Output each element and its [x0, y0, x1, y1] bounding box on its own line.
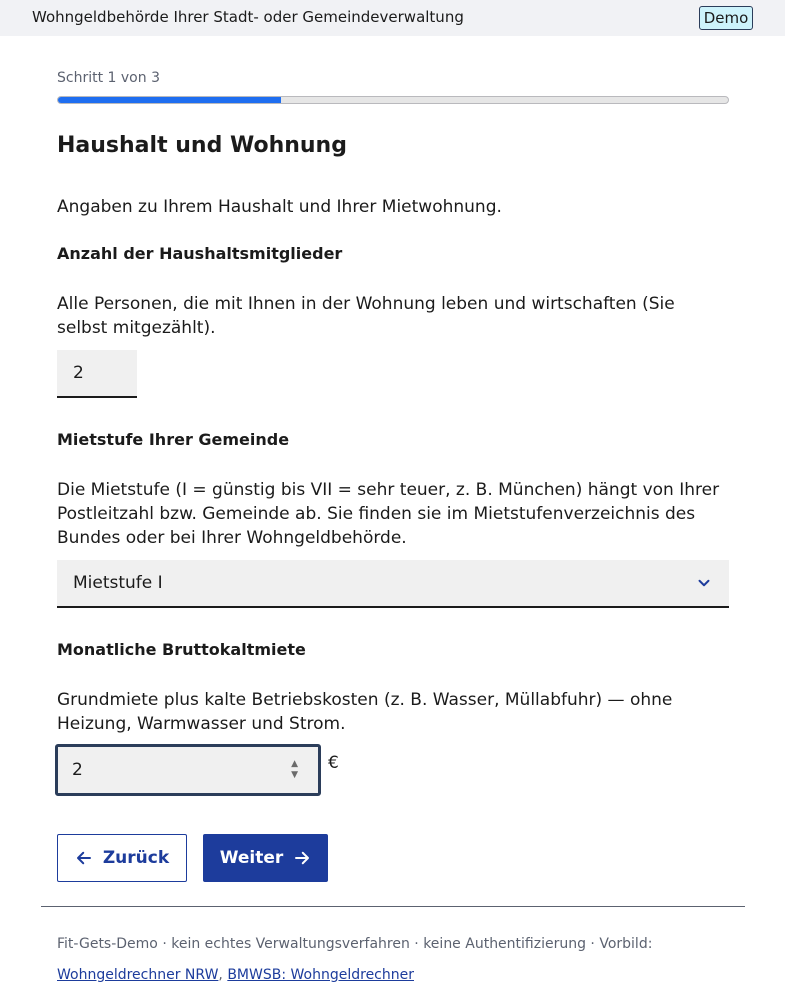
rent-level-label: Mietstufe Ihrer Gemeinde — [57, 430, 290, 449]
rent-level-selected: Mietstufe I — [73, 573, 163, 593]
spinner-down-icon[interactable]: ▼ — [291, 770, 298, 780]
spinner-up-icon[interactable]: ▲ — [291, 759, 298, 769]
rent-amount-input[interactable] — [55, 744, 321, 796]
back-button-label: Zurück — [102, 848, 170, 868]
footer-divider — [41, 906, 745, 907]
arrow-left-icon — [75, 849, 93, 867]
page-intro: Angaben zu Ihrem Haushalt und Ihrer Mietwohnung. — [57, 197, 502, 217]
rent-hint: Grundmiete plus kalte Betriebskosten (z. B. Wasser, Müllabfuhr) — ohne Heizung, Warmwasser und Strom. — [57, 690, 673, 734]
next-button[interactable] — [203, 834, 328, 882]
rent-amount-value: 2 — [72, 760, 83, 780]
footer-link-bmwsb[interactable]: BMWSB: Wohngeldrechner — [227, 967, 414, 983]
site-header — [0, 0, 785, 36]
number-spinner[interactable] — [291, 760, 298, 780]
next-button-label: Weiter — [219, 848, 284, 868]
currency-unit: € — [328, 753, 339, 773]
rent-level-select[interactable] — [57, 560, 729, 608]
chevron-down-icon — [695, 574, 713, 592]
household-hint: Alle Personen, die mit Ihnen in der Wohnung leben und wirtschaften (Sie selbst mitgezählt). — [57, 294, 675, 338]
progress-bar — [57, 96, 729, 104]
rent-label: Monatliche Bruttokaltmiete — [57, 640, 306, 659]
arrow-right-icon — [293, 849, 311, 867]
household-count-input[interactable] — [57, 350, 137, 398]
page-title: Haushalt und Wohnung — [57, 133, 347, 158]
household-label: Anzahl der Haushaltsmitglieder — [57, 244, 343, 263]
rent-level-hint: Die Mietstufe (I = günstig bis VII = sehr teuer, z. B. München) hängt von Ihrer Postleitzahl bzw. Gemeinde ab. Sie finden sie im Mietstufenverzeichnis des Bundes oder bei Ihrer Wohngeldbehörde. — [57, 480, 720, 548]
demo-badge: Demo — [699, 6, 753, 30]
footer-text: Fit-Gets-Demo · kein echtes Verwaltungsverfahren · keine Authentifizierung · Vorbild: — [57, 936, 653, 952]
household-count-value: 2 — [73, 363, 84, 383]
back-button[interactable] — [57, 834, 187, 882]
footer-link-nrw[interactable]: Wohngeldrechner NRW — [57, 967, 219, 983]
footer-separator: , — [218, 967, 223, 983]
authority-name: Wohngeldbehörde Ihrer Stadt- oder Gemeindeverwaltung — [32, 8, 464, 26]
progress-fill — [58, 97, 281, 103]
footer — [57, 929, 747, 991]
step-indicator: Schritt 1 von 3 — [57, 70, 160, 86]
